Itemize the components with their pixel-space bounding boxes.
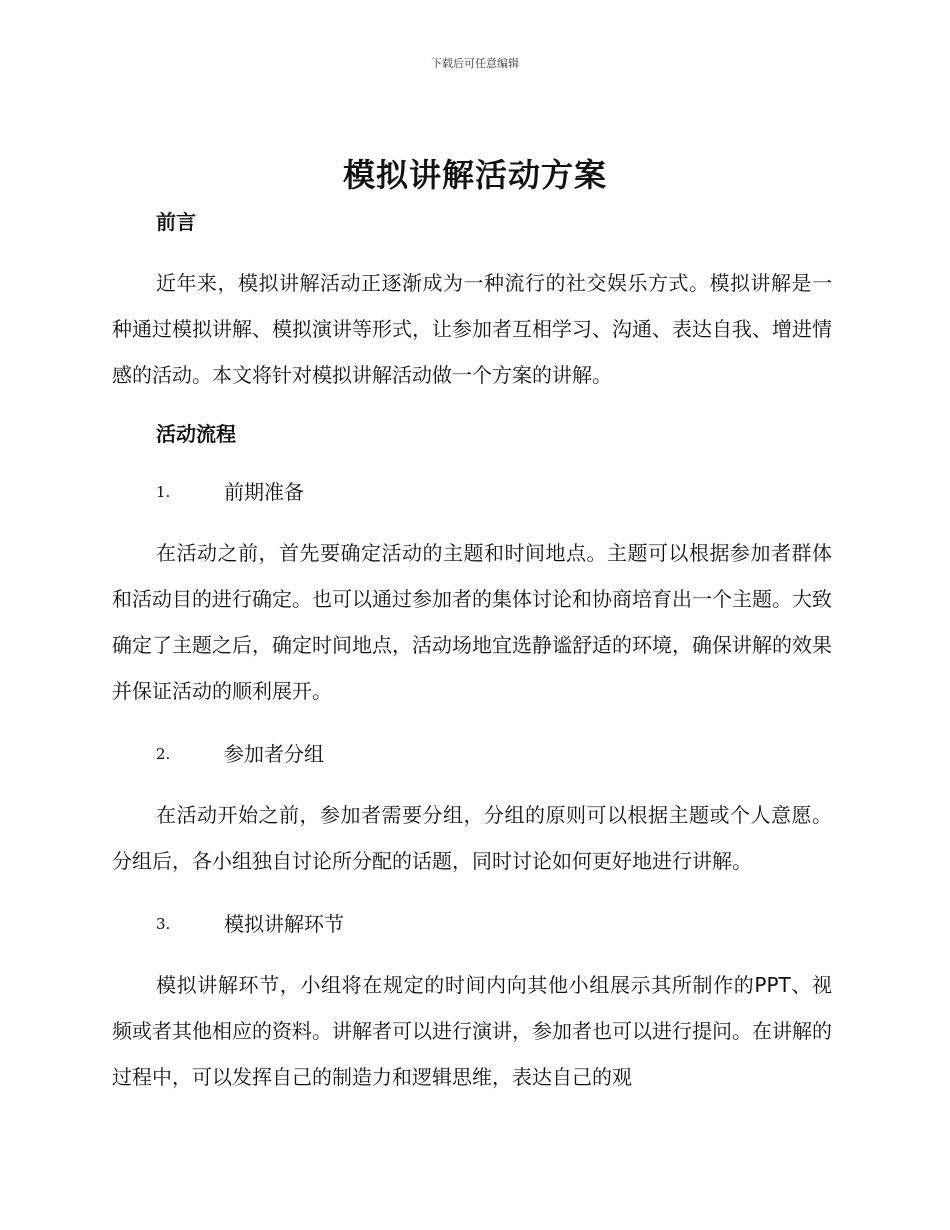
header-note: 下载后可任意编辑 bbox=[431, 57, 519, 70]
list-label: 参加者分组 bbox=[224, 742, 324, 766]
list-item-2 bbox=[112, 734, 832, 774]
list-item-1 bbox=[112, 472, 832, 512]
paragraph-item-3: 模拟讲解环节，小组将在规定的时间内向其他小组展示其所制作的PPT、视频或者其他相应的资料。讲解者可以进行演讲，参加者也可以进行提问。在讲解的过程中，可以发挥自己的制造力和逻辑思维，表达自己的观 bbox=[112, 973, 832, 1089]
section-heading-preface: 前言 bbox=[156, 210, 196, 234]
list-item-3 bbox=[112, 904, 832, 944]
section-heading-process: 活动流程 bbox=[156, 422, 236, 446]
paragraph-preface: 近年来，模拟讲解活动正逐渐成为一种流行的社交娱乐方式。模拟讲解是一种通过模拟讲解、模拟演讲等形式，让参加者互相学习、沟通、表达自我、增进情感的活动。本文将针对模拟讲解活动做一个方案的讲解。 bbox=[112, 271, 832, 387]
document-title: 模拟讲解活动方案 bbox=[342, 156, 607, 194]
document-body bbox=[112, 202, 832, 1100]
list-number: 2. bbox=[156, 745, 171, 763]
paragraph-item-1: 在活动之前，首先要确定活动的主题和时间地点。主题可以根据参加者群体和活动目的进行确定。也可以通过参加者的集体讨论和协商培育出一个主题。大致确定了主题之后，确定时间地点，活动场地宜选静谧舒适的环境，确保讲解的效果并保证活动的顺利展开。 bbox=[112, 541, 832, 703]
list-label: 模拟讲解环节 bbox=[224, 912, 344, 936]
list-number: 3. bbox=[156, 915, 171, 933]
paragraph-item-2: 在活动开始之前，参加者需要分组，分组的原则可以根据主题或个人意愿。分组后，各小组独自讨论所分配的话题，同时讨论如何更好地进行讲解。 bbox=[112, 803, 832, 873]
list-number: 1. bbox=[156, 483, 171, 501]
list-label: 前期准备 bbox=[224, 480, 304, 504]
